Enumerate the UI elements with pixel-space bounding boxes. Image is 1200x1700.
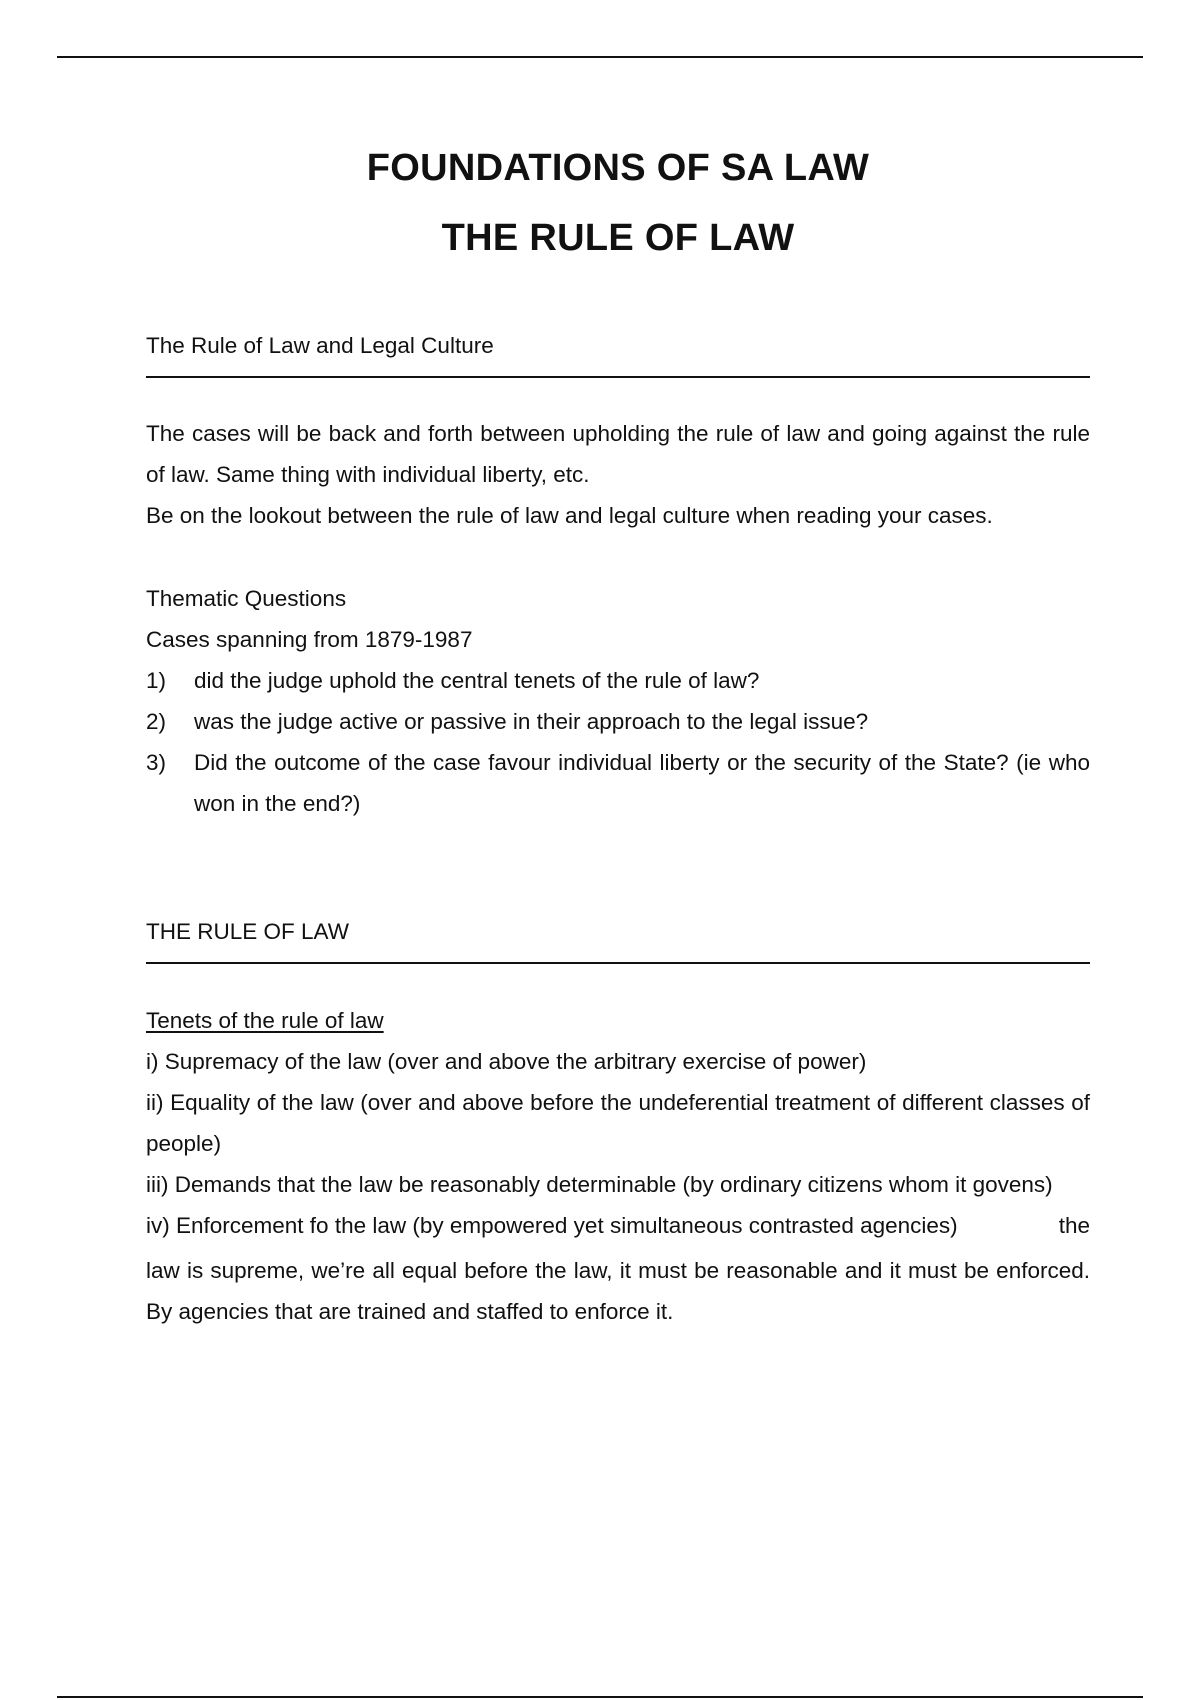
list-item-number: 3) [146,750,167,775]
intro-paragraph-text: The cases will be back and forth between upholding the rule of law and going against the rule of law. Same thing with individual liberty, etc. [146,421,1090,487]
section-1-rule [146,376,1090,378]
section-1-header [146,325,1090,366]
tenet-item: i) Supremacy of the law (over and above the arbitrary exercise of power) [146,1049,867,1074]
thematic-questions-heading: Thematic Questions [146,586,347,611]
list-item-number: 2) [146,709,167,734]
thematic-questions-block [146,578,1090,824]
section-heading-legal-culture: The Rule of Law and Legal Culture [146,333,494,358]
tenets-block [146,1000,1090,1332]
tenet-item: ii) Equality of the law (over and above before the undeferential treatment of different classes of people) [146,1090,1090,1156]
tenets-heading: Tenets of the rule of law [146,1008,384,1033]
document-title: FOUNDATIONS OF SA LAW [366,147,870,189]
tenet-item-with-lead [146,1205,1090,1246]
list-item [146,660,1090,701]
section-2-header [146,911,1090,952]
bottom-page-rule [57,1696,1143,1698]
list-item-number: 1) [146,668,167,693]
list-item-text: Did the outcome of the case favour individual liberty or the security of the State? (ie who won in the end?) [194,750,1090,816]
section-2-rule [146,962,1090,964]
lookout-paragraph: Be on the lookout between the rule of law and legal culture when reading your cases. [146,503,993,528]
summary-paragraph: law is supreme, we’re all equal before the law, it must be reasonable and it must be enforced. By agencies that are trained and staffed to enforce it. [146,1258,1090,1324]
summary-lead-word: the [1058,1213,1090,1238]
document-subtitle: THE RULE OF LAW [441,217,795,259]
list-item [146,701,1090,742]
tenet-item: iv) Enforcement fo the law (by empowered yet simultaneous contrasted agencies) [146,1213,958,1238]
tenet-item: iii) Demands that the law be reasonably determinable (by ordinary citizens whom it govens) [146,1172,1053,1197]
cases-span-text: Cases spanning from 1879-1987 [146,627,473,652]
list-item [146,742,1090,824]
list-item-text: did the judge uphold the central tenets of the rule of law? [194,668,760,693]
section-heading-rule-of-law: THE RULE OF LAW [146,919,349,944]
questions-list [146,660,1090,824]
intro-paragraph [146,413,1090,536]
list-item-text: was the judge active or passive in their approach to the legal issue? [194,709,869,734]
top-page-rule [57,56,1143,58]
